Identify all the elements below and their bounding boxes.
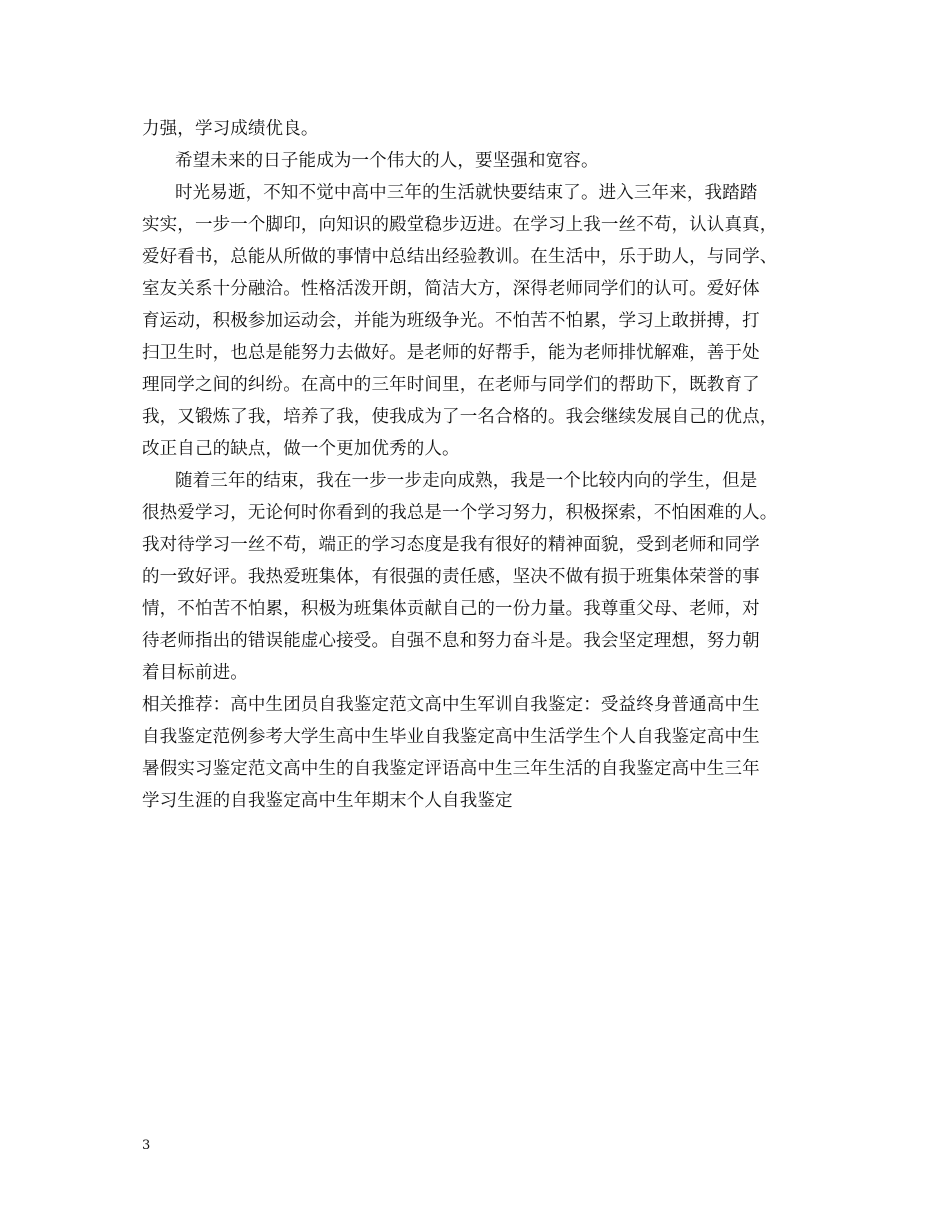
text-line: 待老师指出的错误能虚心接受。自强不息和努力奋斗是。我会坚定理想，努力朝 (142, 631, 760, 651)
text-line: 改正自己的缺点，做一个更加优秀的人。 (142, 439, 460, 459)
related-line: 暑假实习鉴定范文高中生的自我鉴定评语高中生三年生活的自我鉴定高中生三年 (142, 759, 760, 779)
text-line: 理同学之间的纠纷。在高中的三年时间里，在老师与同学们的帮助下，既教育了 (142, 375, 760, 395)
text-line: 扫卫生时，也总是能努力去做好。是老师的好帮手，能为老师排忧解难，善于处 (142, 343, 760, 363)
page-number: 3 (142, 1138, 151, 1153)
text-line: 着目标前进。 (142, 663, 248, 683)
document-body (142, 113, 814, 817)
text-line: 很热爱学习，无论何时你看到的我总是一个学习努力，积极探索，不怕困难的人。 (142, 503, 778, 523)
text-line: 希望未来的日子能成为一个伟大的人，要坚强和宽容。 (175, 151, 599, 171)
text-line: 我对待学习一丝不苟，端正的学习态度是我有很好的精神面貌，受到老师和同学 (142, 535, 760, 555)
text-line: 实实，一步一个脚印，向知识的殿堂稳步迈进。在学习上我一丝不苟，认认真真， (142, 215, 778, 235)
text-line: 我，又锻炼了我，培养了我，使我成为了一名合格的。我会继续发展自己的优点， (142, 407, 778, 427)
text-line: 力强，学习成绩优良。 (142, 119, 319, 139)
related-line: 自我鉴定范例参考大学生高中生毕业自我鉴定高中生活学生个人自我鉴定高中生 (142, 727, 760, 747)
related-line: 学习生涯的自我鉴定高中生年期末个人自我鉴定 (142, 791, 513, 811)
text-line: 育运动，积极参加运动会，并能为班级争光。不怕苦不怕累，学习上敢拼搏，打 (142, 311, 760, 331)
text-line: 爱好看书，总能从所做的事情中总结出经验教训。在生活中，乐于助人，与同学、 (142, 247, 778, 267)
text-line: 随着三年的结束，我在一步一步走向成熟，我是一个比较内向的学生，但是 (175, 471, 758, 491)
text-line: 室友关系十分融洽。性格活泼开朗，简洁大方，深得老师同学们的认可。爱好体 (142, 279, 760, 299)
text-line: 情，不怕苦不怕累，积极为班集体贡献自己的一份力量。我尊重父母、老师，对 (142, 599, 760, 619)
text-line: 的一致好评。我热爱班集体，有很强的责任感，坚决不做有损于班集体荣誉的事 (142, 567, 760, 587)
text-line: 时光易逝，不知不觉中高中三年的生活就快要结束了。进入三年来，我踏踏 (175, 183, 758, 203)
related-line: 相关推荐：高中生团员自我鉴定范文高中生军训自我鉴定：受益终身普通高中生 (142, 695, 760, 715)
